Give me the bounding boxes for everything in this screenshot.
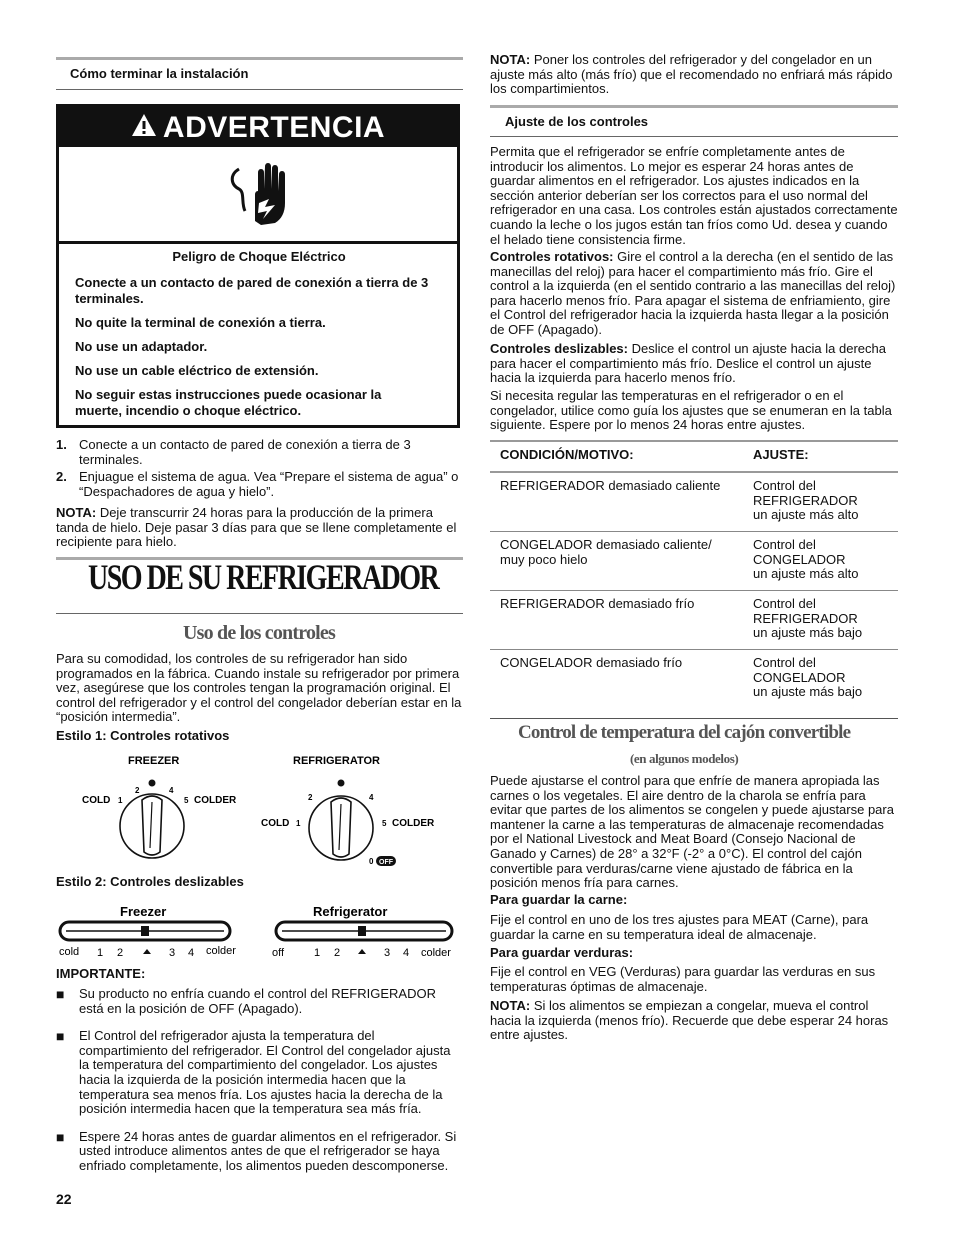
freezer-dial[interactable]	[82, 755, 237, 858]
svg-text:1: 1	[118, 796, 123, 805]
important-label: IMPORTANTE:	[56, 966, 146, 981]
freezer-dial-label: FREEZER	[128, 755, 180, 767]
bullet-2: ■ El Control del refrigerador ajusta la temperatura del compartimiento del refrigerador. El Control del congelador ajusta la temperatura del compartimiento del congelador. Los ajustes hacia la izquierda de la posición intermedia hacen que la temperatura sea menos fría. Los ajustes hacia la derecha de la posición intermedia hacen que la temperatura sea más fría.	[56, 1028, 451, 1117]
svg-text:4: 4	[169, 786, 174, 795]
section-heading-finish-install: Cómo terminar la instalación	[70, 66, 249, 81]
section-heading-adjust: Ajuste de los controles	[505, 114, 649, 129]
adjust-paragraph-1: Permita que el refrigerador se enfríe completamente antes de introducir los alimentos. Lo mejor es esperar 24 horas antes de guardar alimentos en el refrigerador. Los ajustes indicados en la sección anterior deberían ser los correctos para el uso normal del refrigerador en una casa. Los controles están ajustados correctamente cuando la leche o los jugos están tan fríos como Ud. desea y cuando el helado tiene consistencia firme.	[490, 144, 898, 247]
meat-label: Para guardar la carne:	[490, 892, 628, 907]
svg-text:4: 4	[403, 947, 410, 959]
top-rule-left	[56, 57, 463, 60]
svg-text:5: 5	[382, 819, 387, 828]
refrigerator-slider-thumb[interactable]	[358, 926, 366, 936]
warning-icon-row	[59, 147, 457, 244]
style2-label: Estilo 2: Controles deslizables	[56, 874, 244, 889]
warning-triangle-icon	[131, 108, 157, 148]
table-row: CONGELADOR demasiado caliente/ muy poco hielo Control del CONGELADOR un ajuste más alto	[490, 532, 898, 591]
slide-paragraph: Controles deslizables: Deslice el control un ajuste hacia la derecha para hacer el compartimiento más frío. Deslice el control un ajuste hacia la izquierda para hacerlo menos frío.	[490, 341, 886, 386]
freezer-middle-marker-icon	[143, 949, 151, 954]
warning-line-title: Peligro de Choque Eléctrico	[172, 249, 346, 264]
svg-text:1: 1	[97, 947, 104, 959]
rotary-paragraph: Controles rotativos: Gire el control a la derecha (en el sentido de las manecillas del reloj) para hacer el compartimiento más frío. Gire el control a la izquierda (en el sentido contrario a las manecillas del reloj) para hacerlo menos frío. Para apagar el sistema de enfriamiento, gire el Control del refrigerador hacia la izquierda hasta llegar a la posición de OFF (Apagado).	[490, 249, 896, 337]
veg-text: Fije el control en VEG (Verduras) para guardar las verduras en sus temperaturas óptimas de almacenaje.	[490, 964, 876, 994]
freezer-indicator-dot	[149, 780, 156, 787]
adjust-rule-top	[490, 105, 898, 108]
ice-note: NOTA: Deje transcurrir 24 horas para la producción de la primera tanda de hielo. Deje pasar 3 días para que se llene completamente el recipiente para hielo.	[56, 505, 457, 550]
adjust-paragraph-4: Si necesita regular las temperaturas en el refrigerador o en el congelador, utilice como guía los ajustes que se enumeran en la tabla siguiente. Espere por lo menos 24 horas entre ajustes.	[490, 388, 892, 433]
heading-rule-left	[56, 89, 463, 90]
svg-text:3: 3	[384, 947, 391, 959]
freezer-slider[interactable]	[59, 904, 236, 959]
warning-line-5: No seguir estas instrucciones puede ocasionar la muerte, incendio o choque eléctrico.	[75, 387, 382, 418]
warning-line-3: No use un adaptador.	[75, 339, 208, 354]
svg-text:Freezer: Freezer	[120, 904, 167, 919]
table-header-setting: AJUSTE:	[753, 447, 809, 462]
table-row: REFRIGERADOR demasiado caliente Control del REFRIGERADOR un ajuste más alto	[490, 473, 898, 532]
drawer-note: NOTA: Si los alimentos se empiezan a congelar, mueva el control hacia la izquierda (menos frío). Recuerde que debe esperar 24 horas entre ajustes.	[490, 998, 889, 1043]
electric-shock-hand-icon	[225, 161, 297, 233]
svg-text:COLDER: COLDER	[392, 818, 435, 829]
warning-line-1: Conecte a un contacto de pared de conexión a tierra de 3 terminales.	[75, 275, 429, 306]
step-2: 2. Enjuague el sistema de agua. Vea “Prepare el sistema de agua” o “Despachadores de agua y hielo”.	[56, 469, 459, 499]
svg-text:Refrigerator: Refrigerator	[313, 904, 388, 919]
refrigerator-middle-marker-icon	[358, 949, 366, 954]
svg-text:COLDER: COLDER	[194, 795, 237, 806]
warning-text	[75, 249, 443, 427]
table-row: REFRIGERADOR demasiado frío Control del REFRIGERADOR un ajuste más bajo	[490, 591, 898, 650]
svg-text:cold: cold	[59, 946, 80, 958]
style1-label: Estilo 1: Controles rotativos	[56, 728, 230, 743]
page-title: USO DE SU REFRIGERADOR	[88, 557, 439, 597]
warning-line-2: No quite la terminal de conexión a tierra.	[75, 315, 326, 330]
slide-controls-diagram	[56, 898, 466, 962]
step-1: 1. Conecte a un contacto de pared de conexión a tierra de 3 terminales.	[56, 437, 411, 467]
warning-box	[56, 104, 460, 428]
svg-text:4: 4	[188, 947, 195, 959]
refrigerator-slider[interactable]	[272, 904, 452, 959]
warning-title: ADVERTENCIA	[162, 111, 386, 145]
table-header-row	[490, 440, 898, 473]
meat-text: Fije el control en uno de los tres ajustes para MEAT (Carne), para guardar la carne en su temperatura ideal de almacenaje.	[490, 912, 869, 942]
svg-text:1: 1	[296, 819, 301, 828]
svg-text:3: 3	[169, 947, 176, 959]
svg-text:1: 1	[314, 947, 321, 959]
svg-text:off: off	[272, 947, 285, 959]
important-bullets	[56, 987, 462, 1187]
svg-text:2: 2	[117, 947, 124, 959]
rotary-controls-diagram	[80, 748, 435, 873]
svg-text:2: 2	[135, 786, 140, 795]
svg-text:2: 2	[334, 947, 341, 959]
controls-note: NOTA: Poner los controles del refrigerador y del congelador en un ajuste más alto (más frío) que el recomendado no enfriará más rápido los compartimientos.	[490, 52, 893, 97]
svg-text:colder: colder	[206, 945, 236, 957]
svg-text:colder: colder	[421, 947, 451, 959]
veg-label: Para guardar verduras:	[490, 945, 634, 960]
bullet-1: ■ Su producto no enfría cuando el control del REFRIGERADOR está en la posición de OFF (Apagado).	[56, 986, 436, 1016]
bullet-3: ■ Espere 24 horas antes de guardar alimentos en el refrigerador. Si usted introduce alimentos antes de que el refrigerador se haya enfriado completamente, los alimentos pueden descomponerse.	[56, 1128, 457, 1173]
refrigerator-dial[interactable]	[261, 755, 435, 866]
svg-text:5: 5	[184, 796, 189, 805]
table-header-condition: CONDICIÓN/MOTIVO:	[500, 447, 634, 462]
drawer-title: Control de temperatura del cajón convertible	[518, 722, 851, 743]
table-row: CONGELADOR demasiado frío Control del CONGELADOR un ajuste más bajo	[490, 650, 898, 719]
controls-intro: Para su comodidad, los controles de su refrigerador han sido programados en la fábrica. Cuando instale su refrigerador por primera vez, asegúrese que los controles tengan la programación original. El control del refrigerador y el control del congelador deberían estar en la “posición intermedia”.	[56, 651, 462, 725]
warning-line-4: No use un cable eléctrico de extensión.	[75, 363, 319, 378]
settings-table	[490, 440, 898, 719]
svg-text:COLD: COLD	[261, 818, 290, 829]
adjust-rule-bottom	[490, 136, 898, 137]
svg-text:4: 4	[369, 793, 374, 802]
refrigerator-indicator-dot	[338, 780, 345, 787]
svg-text:COLD: COLD	[82, 795, 111, 806]
drawer-subtitle: (en algunos modelos)	[630, 751, 739, 766]
svg-text:OFF: OFF	[379, 859, 393, 866]
install-steps	[56, 438, 466, 502]
page-number: 22	[56, 1191, 72, 1207]
svg-text:2: 2	[308, 793, 313, 802]
refrigerator-dial-label: REFRIGERATOR	[293, 755, 380, 767]
title-rule-bottom	[56, 613, 463, 614]
warning-banner	[59, 107, 457, 147]
svg-text:0: 0	[369, 857, 374, 866]
freezer-slider-thumb[interactable]	[141, 926, 149, 936]
drawer-paragraph: Puede ajustarse el control para que enfríe de manera apropiada las carnes o los vegetales. El aire dentro de la charola se enfría para evitar que partes de los alimentos se congelen y puede ajustarse para mantener la carne a las temperaturas de almacenaje recomendadas por el National Livestock and Meat Board (Consejo Nacional de Ganado y Carnes) de 28° a 32°F (-2° a 0°C). El control del cajón convertible para verduras/carne viene ajustado de fábrica en la posición menos fría para carnes.	[490, 773, 894, 891]
controls-title: Uso de los controles	[183, 622, 335, 644]
